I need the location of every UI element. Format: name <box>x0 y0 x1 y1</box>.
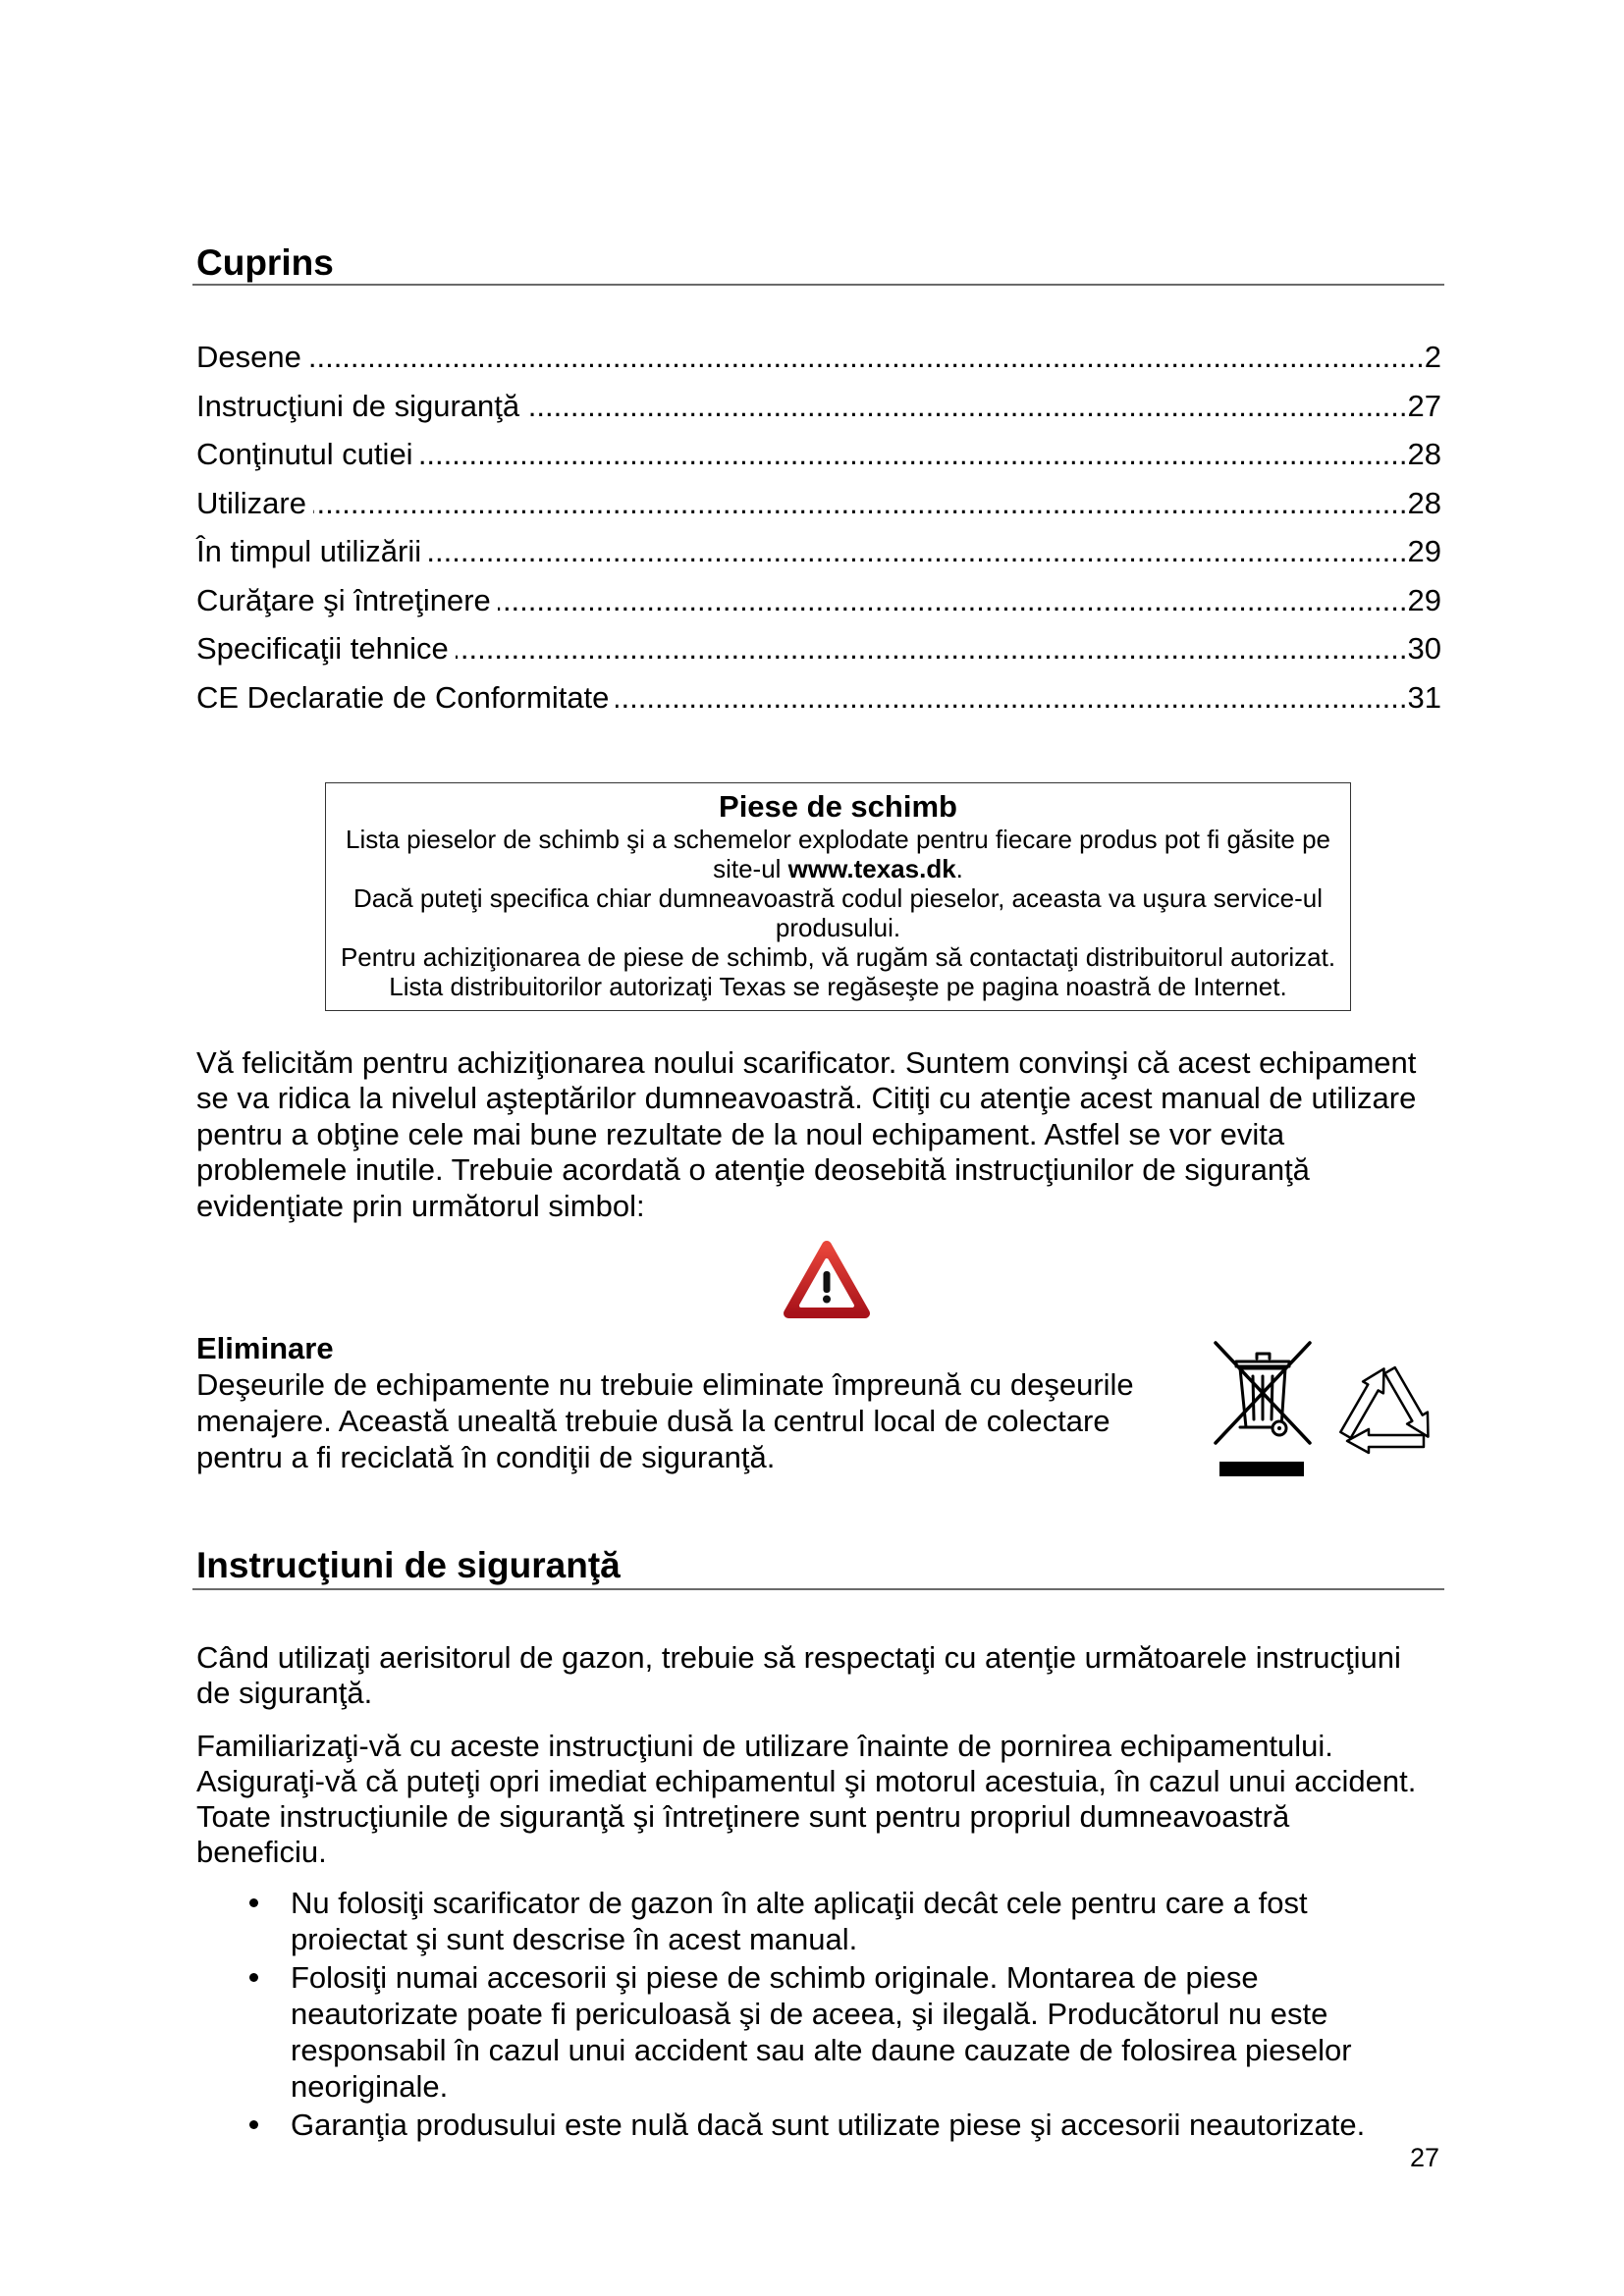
toc-entry <box>196 479 1441 528</box>
bullet-dot-icon <box>249 2120 258 2129</box>
spare-parts-line: Dacă puteţi specifica chiar dumneavoastră codul pieselor, aceasta va uşura service-ul <box>352 883 1324 913</box>
section-divider <box>192 284 1444 286</box>
text-line: Asiguraţi-vă că puteţi opri imediat echipamentul şi motorul acestuia, în cazul unui accident. <box>196 1764 1417 1798</box>
text-line: Deşeurile de echipamente nu trebuie eliminate împreună cu deşeurile <box>196 1367 1134 1402</box>
toc-dot-leader <box>498 576 1408 625</box>
toc-entry <box>196 527 1441 576</box>
toc-entry-page: 30 <box>1407 631 1441 666</box>
text-line: responsabil în cazul unui accident sau alte daune cauzate de folosirea pieselor <box>291 2033 1352 2067</box>
text-line: Când utilizaţi aerisitorul de gazon, trebuie să respectaţi cu atenţie următoarele instrucţiuni <box>196 1640 1401 1675</box>
bullet-dot-icon <box>249 1898 258 1907</box>
disposal-section <box>196 1330 1134 1475</box>
text-line: se va ridica la nivelul aşteptărilor dumneavoastră. Citiţi cu atenţie acest manual de utilizare <box>196 1081 1417 1116</box>
toc-dot-leader <box>420 430 1408 479</box>
text-line: Familiarizaţi-vă cu aceste instrucţiuni de utilizare înainte de pornirea echipamentului. <box>196 1729 1333 1763</box>
text-line: menajere. Această unealtă trebuie dusă la centrul local de colectare <box>196 1404 1110 1438</box>
toc-entry-page: 27 <box>1407 388 1441 423</box>
toc-entry-page: 31 <box>1407 679 1441 715</box>
spare-parts-title: Piese de schimb <box>719 789 957 824</box>
text-line: Folosiţi numai accesorii şi piese de schimb originale. Montarea de piese <box>291 1960 1259 1995</box>
toc-dot-leader <box>313 479 1408 528</box>
safety-heading: Instrucţiuni de siguranţă <box>196 1545 621 1585</box>
page-number: 27 <box>1409 2143 1439 2172</box>
text-line: de siguranţă. <box>196 1676 373 1710</box>
disposal-title: Eliminare <box>196 1331 334 1365</box>
text-line: Garanţia produsului este nulă dacă sunt utilizate piese şi accesorii neautorizate. <box>291 2108 1366 2142</box>
spare-parts-line: Lista distribuitorilor autorizaţi Texas se regăseşte pe pagina noastră de Internet. <box>389 972 1287 1001</box>
recycle-icon <box>1327 1349 1445 1467</box>
toc-entry-page: 28 <box>1407 437 1441 471</box>
toc-dot-leader <box>616 673 1407 722</box>
spare-parts-line-suffix: . <box>955 854 963 883</box>
toc-entry <box>196 382 1441 431</box>
text-line: neoriginale. <box>291 2069 449 2104</box>
safety-bullet-list <box>196 1885 1453 2145</box>
toc-dot-leader <box>308 333 1425 382</box>
spare-parts-line-prefix: site-ul <box>713 854 788 883</box>
toc-dot-leader <box>456 624 1408 673</box>
text-line: Toate instrucţiunile de siguranţă şi întreţinere sunt pentru propriul dumneavoastră <box>196 1799 1290 1834</box>
toc-entry-page: 29 <box>1407 582 1441 617</box>
text-line: problemele inutile. Trebuie acordată o atenţie deosebită instrucţiunilor de siguranţă <box>196 1152 1310 1188</box>
toc-entry-page: 29 <box>1407 534 1441 568</box>
text-line: pentru a obţine cele mai bune rezultate de la noul echipament. Astfel se vor evita <box>196 1116 1285 1151</box>
spare-parts-line: Pentru achiziţionarea de piese de schimb, vă rugăm să contactaţi distribuitorul autorizat. <box>340 942 1336 972</box>
toc-entry-label: Conţinutul cutiei <box>196 437 413 471</box>
toc-entry-label: Curăţare şi întreţinere <box>196 582 491 617</box>
toc-entry-page: 28 <box>1407 485 1441 520</box>
toc-entry-page: 2 <box>1424 340 1441 374</box>
spare-parts-line: Lista pieselor de schimb şi a schemelor explodate pentru fiecare produs pot fi găsite pe <box>345 825 1330 854</box>
text-line: proiectat şi sunt descrise în acest manual. <box>291 1922 858 1956</box>
text-line: pentru a fi reciclată în condiţii de siguranţă. <box>196 1440 776 1474</box>
toc-dot-leader <box>428 527 1407 576</box>
intro-paragraph <box>196 1045 1416 1224</box>
toc-entry <box>196 430 1441 479</box>
table-of-contents <box>196 333 1441 721</box>
bullet-dot-icon <box>249 1973 258 1982</box>
text-line: beneficiu. <box>196 1835 327 1869</box>
toc-dot-leader <box>526 382 1407 431</box>
toc-entry <box>196 576 1441 625</box>
safety-paragraph <box>196 1640 1401 1711</box>
spare-parts-line: produsului. <box>775 913 901 942</box>
list-item <box>196 1959 1453 2105</box>
toc-entry-label: În timpul utilizării <box>196 534 422 568</box>
text-line: Vă felicităm pentru achiziţionarea noului scarificator. Suntem convinşi că acest echipament <box>196 1045 1417 1080</box>
crossed-out-bin-icon <box>1211 1337 1315 1480</box>
text-line: Nu folosiţi scarificator de gazon în alte aplicaţii decât cele pentru care a fost <box>291 1886 1308 1920</box>
toc-heading: Cuprins <box>196 242 334 283</box>
safety-paragraph <box>196 1729 1416 1870</box>
toc-entry-label: Specificaţii tehnice <box>196 631 449 666</box>
text-line: neautorizate poate fi periculoasă şi de aceea, şi ilegală. Producătorul nu este <box>291 1997 1328 2031</box>
spare-parts-line <box>326 854 1350 883</box>
toc-entry-label: Instrucţiuni de siguranţă <box>196 388 520 423</box>
website-link[interactable]: www.texas.dk <box>787 854 956 883</box>
toc-entry-label: Utilizare <box>196 485 306 520</box>
toc-entry <box>196 673 1441 722</box>
section-divider <box>192 1588 1444 1590</box>
toc-entry <box>196 333 1441 382</box>
spare-parts-box <box>325 782 1351 1011</box>
text-line: evidenţiate prin următorul simbol: <box>196 1188 645 1223</box>
toc-entry <box>196 624 1441 673</box>
list-item <box>196 1885 1453 1957</box>
list-item <box>196 2107 1453 2143</box>
toc-entry-label: CE Declaratie de Conformitate <box>196 679 610 715</box>
warning-triangle-icon <box>783 1239 871 1321</box>
toc-entry-label: Desene <box>196 340 301 374</box>
